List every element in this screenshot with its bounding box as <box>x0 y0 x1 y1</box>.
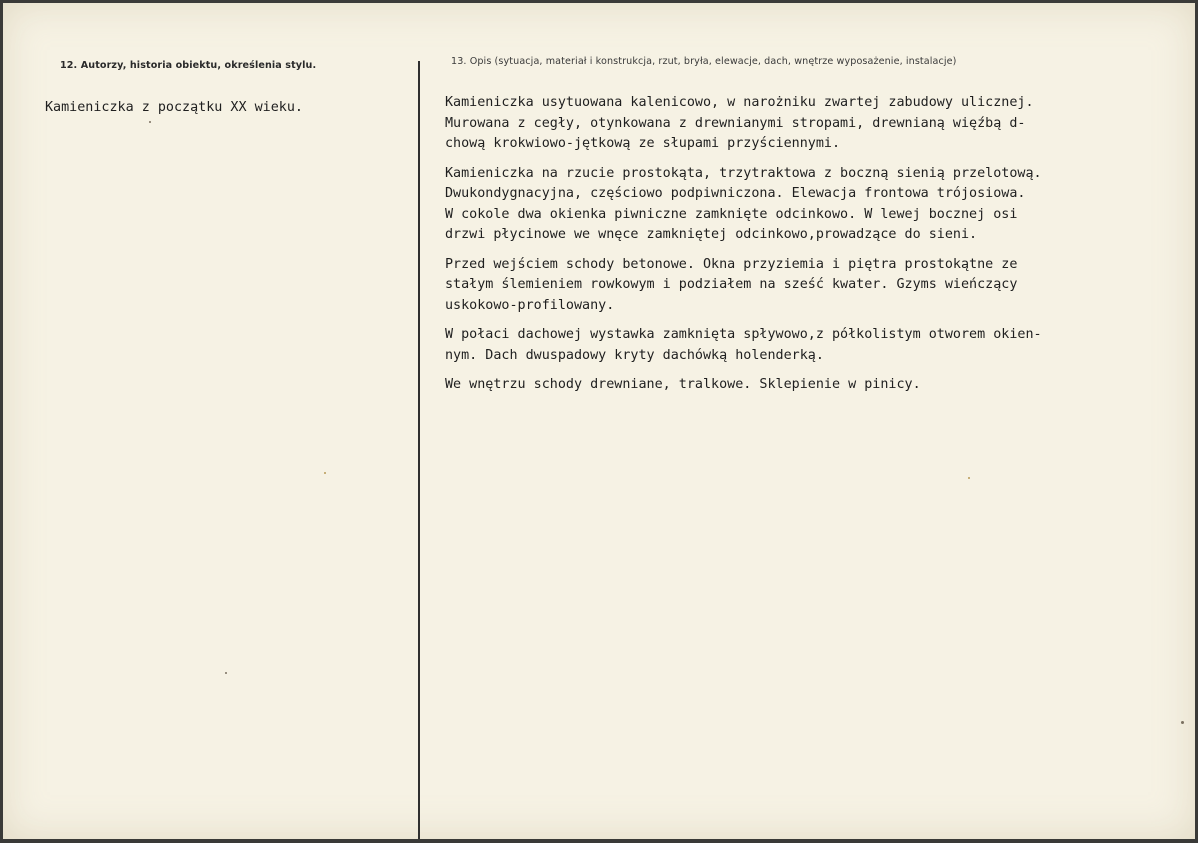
text-line: nym. Dach dwuspadowy kryty dachówką holenderką. <box>445 347 824 363</box>
paper-speck <box>149 121 151 123</box>
column-divider <box>418 61 420 839</box>
text-line: drzwi płycinowe we wnęce zamkniętej odcinkowo,prowadzące do sieni. <box>445 227 978 242</box>
paper-speck <box>1181 721 1184 724</box>
field-12-value: Kamieniczka z początku XX wieku. <box>45 100 303 115</box>
text-line: Dwukondygnacyjna, częściowo podpiwniczona. Elewacja frontowa trójosiowa. <box>445 186 1026 201</box>
description-paragraph-5 <box>445 375 1042 396</box>
field-13-text <box>445 93 1042 405</box>
text-line: chową krokwiowo-jętkową ze słupami przyściennymi. <box>445 136 841 151</box>
text-line: W cokole dwa okienka piwniczne zamknięte odcinkowo. W lewej bocznej osi <box>445 206 1018 222</box>
description-paragraph-2 <box>445 164 1042 246</box>
description-paragraph-4 <box>445 325 1042 366</box>
text-line: Przed wejściem schody betonowe. Okna przyziemia i piętra prostokątne ze <box>445 256 1018 272</box>
paper-speck <box>968 477 970 479</box>
field-12-label: 12. Autorzy, historia obiektu, określenia stylu. <box>60 60 317 71</box>
text-line: stałym ślemieniem rowkowym i podziałem na sześć kwater. Gzyms wieńczący <box>445 277 1018 292</box>
paper-speck <box>225 672 227 674</box>
text-line: W połaci dachowej wystawka zamknięta spływowo,z półkolistym otworem okien- <box>445 327 1042 342</box>
text-line: Murowana z cegły, otynkowana z drewnianymi stropami, drewnianą więźbą d- <box>445 115 1026 131</box>
text-line: Kamieniczka na rzucie prostokąta, trzytraktowa z boczną sienią przelotową. <box>445 165 1042 181</box>
description-paragraph-3 <box>445 255 1042 317</box>
record-card <box>3 3 1195 839</box>
paper-speck <box>324 472 326 474</box>
text-line: uskokowo-profilowany. <box>445 297 615 313</box>
description-paragraph-1 <box>445 93 1042 155</box>
text-line: Kamieniczka usytuowana kalenicowo, w narożniku zwartej zabudowy ulicznej. <box>445 95 1034 110</box>
field-13-label: 13. Opis (sytuacja, materiał i konstrukcja, rzut, bryła, elewacje, dach, wnętrze wyposażenie, instalacje) <box>451 56 957 67</box>
text-line: We wnętrzu schody drewniane, tralkowe. Sklepienie w pinicy. <box>445 377 921 392</box>
